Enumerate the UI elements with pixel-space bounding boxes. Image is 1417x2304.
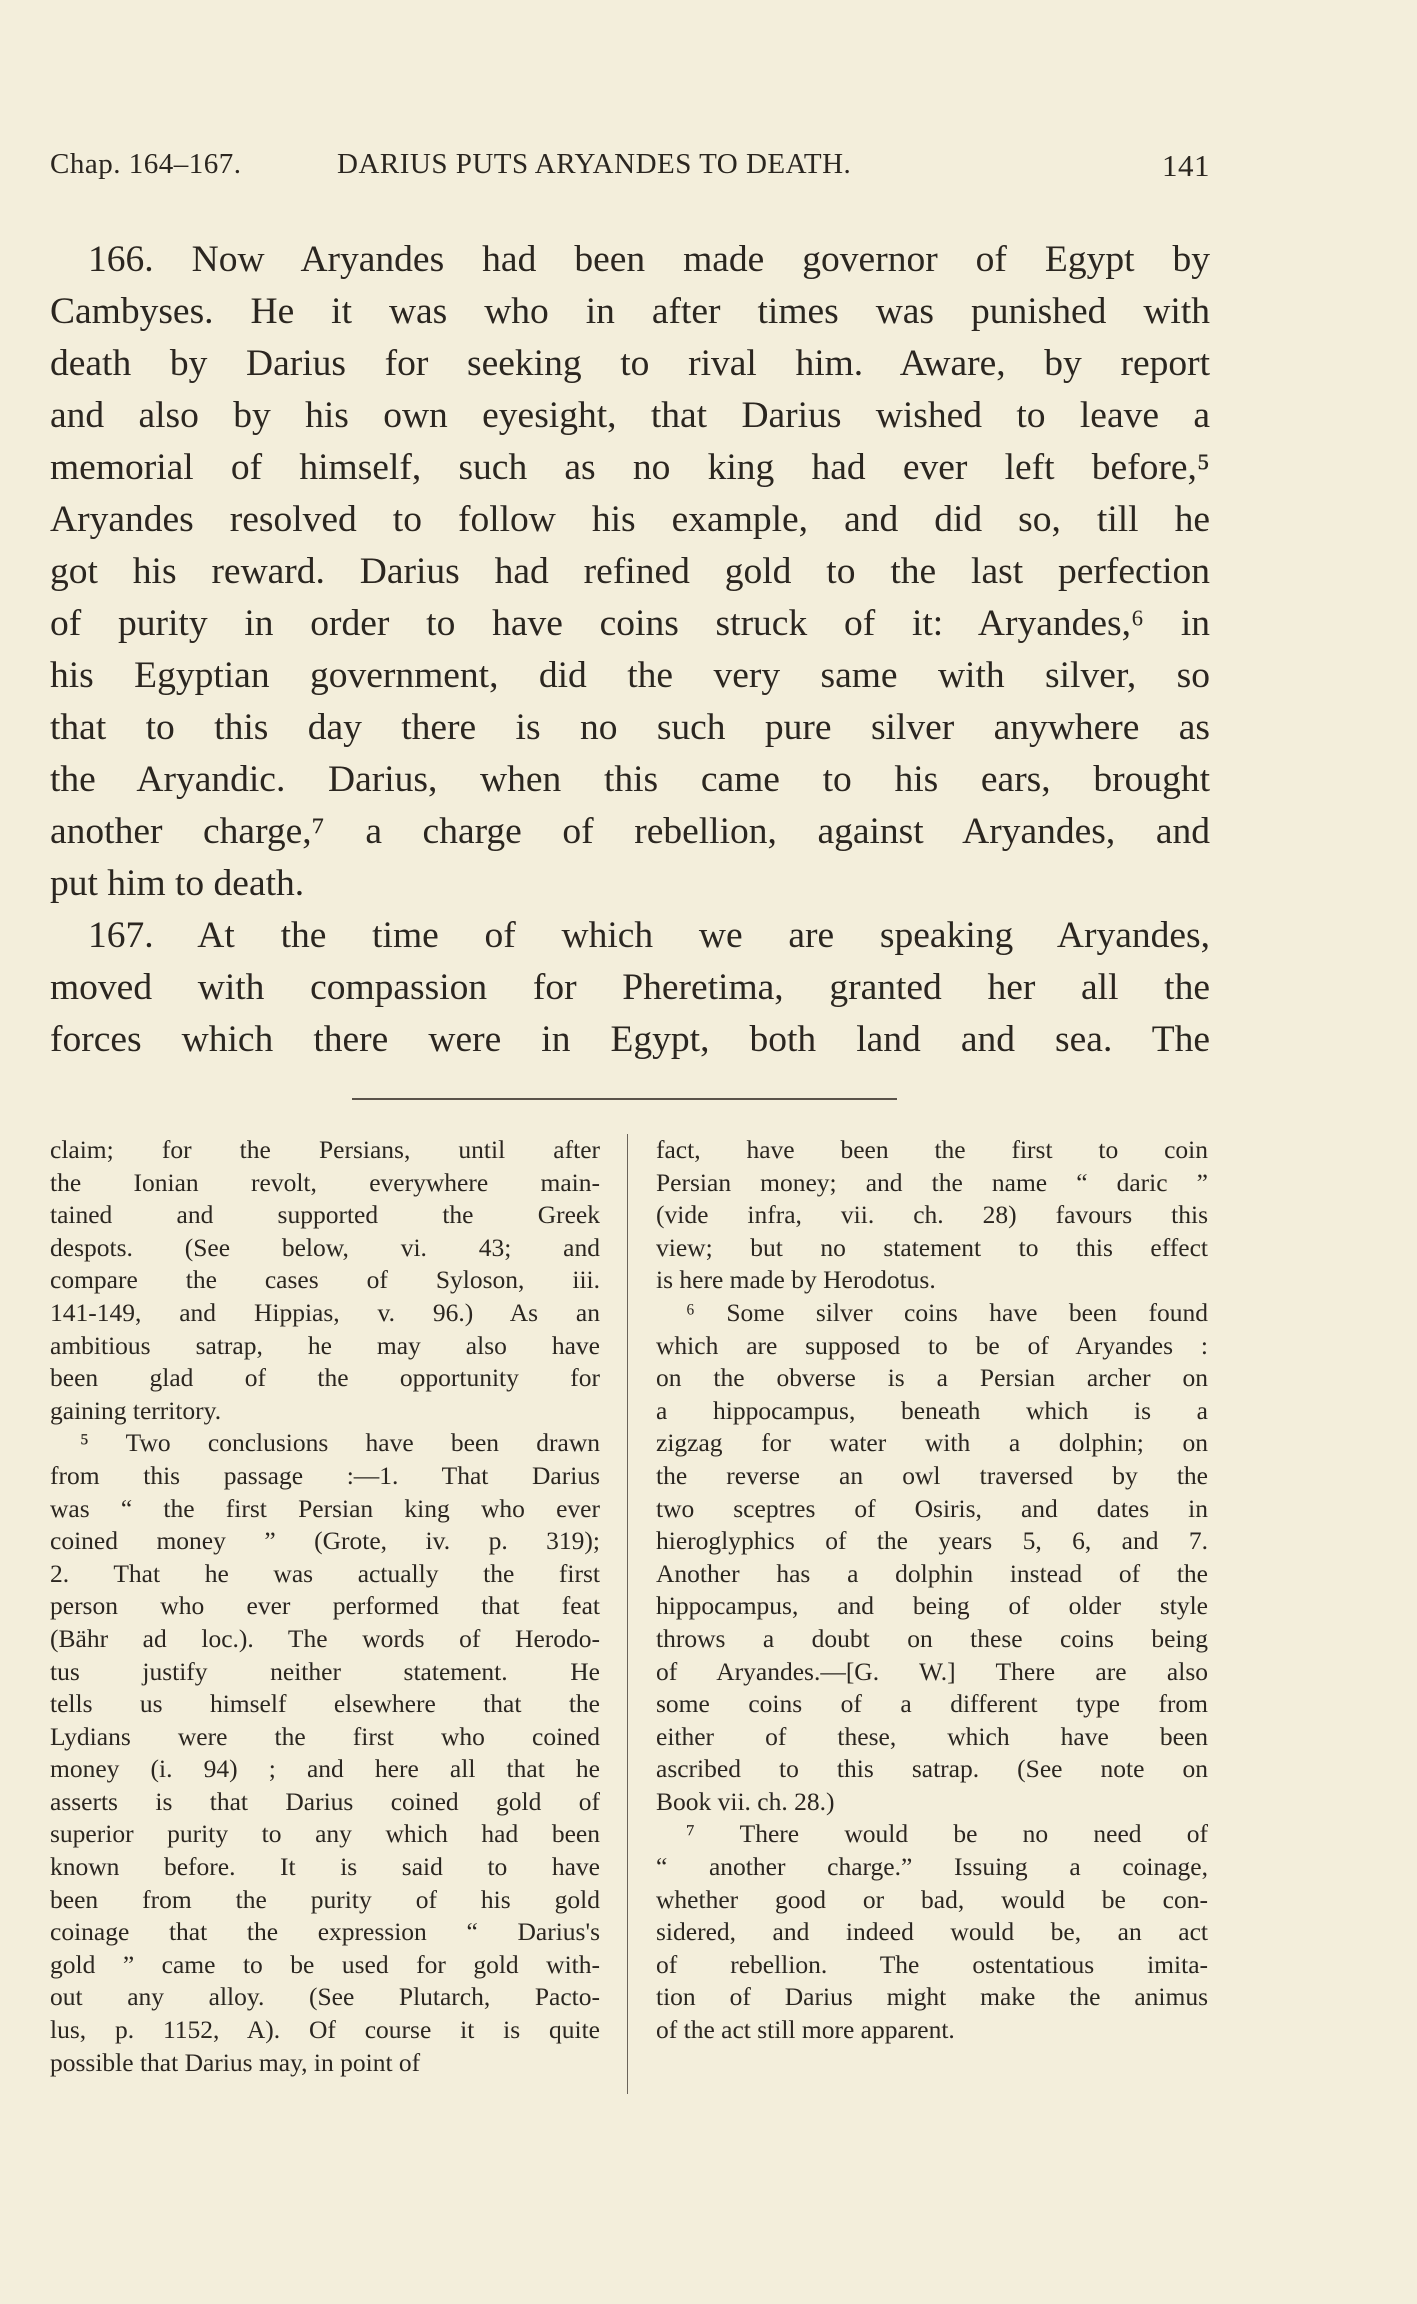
- footnote-line: gold ” came to be used for gold with-: [50, 1949, 600, 1979]
- footnote-line: (vide infra, vii. ch. 28) favours this: [656, 1200, 1208, 1230]
- body-text-line: that to this day there is no such pure silver anywhere as: [50, 707, 1210, 748]
- body-text-line: got his reward. Darius had refined gold to the last perfection: [50, 551, 1210, 592]
- footnote-line: claim; for the Persians, until after: [50, 1135, 600, 1164]
- page-heading: DARIUS PUTS ARYANDES TO DEATH.: [337, 148, 852, 180]
- body-text-line: forces which there were in Egypt, both land and sea. The: [50, 1019, 1210, 1060]
- footnote-line: asserts is that Darius coined gold of: [50, 1786, 600, 1816]
- footnote-line: ⁵ Two conclusions have been drawn: [80, 1428, 600, 1458]
- body-text-line: moved with compassion for Pheretima, granted her all the: [50, 967, 1210, 1008]
- footnote-line: is here made by Herodotus.: [656, 1265, 936, 1295]
- footnote-line: “ another charge.” Issuing a coinage,: [656, 1852, 1208, 1882]
- footnote-line: 2. That he was actually the first: [50, 1558, 600, 1588]
- footnote-line: whether good or bad, would be con-: [656, 1884, 1208, 1914]
- footnote-line: some coins of a different type from: [656, 1689, 1208, 1719]
- footnote-line: Book vii. ch. 28.): [656, 1786, 835, 1816]
- footnote-line: person who ever performed that feat: [50, 1591, 600, 1621]
- main-body-text: [50, 234, 1210, 1066]
- body-text-line: Aryandes resolved to follow his example, and did so, till he: [50, 499, 1210, 540]
- footnote-line: zigzag for water with a dolphin; on: [656, 1428, 1208, 1458]
- footnote-line: throws a doubt on these coins being: [656, 1623, 1208, 1653]
- footnote-line: of rebellion. The ostentatious imita-: [656, 1949, 1208, 1979]
- footnote-line: two sceptres of Osiris, and dates in: [656, 1493, 1208, 1523]
- footnote-line: hippocampus, and being of older style: [656, 1591, 1208, 1621]
- footnote-line: either of these, which have been: [656, 1721, 1208, 1751]
- footnotes-right-column: [656, 1134, 1208, 2047]
- footnote-line: a hippocampus, beneath which is a: [656, 1395, 1208, 1425]
- footnote-line: ⁷ There would be no need of: [686, 1819, 1208, 1849]
- body-text-line: of purity in order to have coins struck of it: Aryandes,⁶ in: [50, 603, 1210, 644]
- footnote-line: tion of Darius might make the animus: [656, 1982, 1208, 2012]
- footnote-line: was “ the first Persian king who ever: [50, 1493, 600, 1523]
- footnote-line: from this passage :—1. That Darius: [50, 1460, 600, 1490]
- footnote-line: lus, p. 1152, A). Of course it is quite: [50, 2015, 600, 2045]
- footnote-line: the reverse an owl traversed by the: [656, 1460, 1208, 1490]
- footnote-line: been from the purity of his gold: [50, 1884, 600, 1914]
- footnote-line: coinage that the expression “ Darius's: [50, 1917, 600, 1947]
- running-head: [50, 148, 1210, 188]
- body-text-line: death by Darius for seeking to rival him. Aware, by report: [50, 343, 1210, 384]
- footnote-separator-rule: [352, 1098, 897, 1100]
- footnote-line: tells us himself elsewhere that the: [50, 1689, 600, 1719]
- footnote-line: known before. It is said to have: [50, 1852, 600, 1882]
- footnote-line: (Bähr ad loc.). The words of Herodo-: [50, 1623, 600, 1653]
- footnote-line: which are supposed to be of Aryandes :: [656, 1330, 1208, 1360]
- body-text-line: the Aryandic. Darius, when this came to his ears, brought: [50, 759, 1210, 800]
- footnote-line: 141-149, and Hippias, v. 96.) As an: [50, 1297, 600, 1327]
- footnote-line: Lydians were the first who coined: [50, 1721, 600, 1751]
- footnote-line: of the act still more apparent.: [656, 2015, 955, 2045]
- page-number: 141: [1162, 148, 1210, 183]
- footnote-line: compare the cases of Syloson, iii.: [50, 1265, 600, 1295]
- footnote-line: ⁶ Some silver coins have been found: [686, 1297, 1208, 1327]
- body-text-line: memorial of himself, such as no king had ever left before,⁵: [50, 447, 1210, 488]
- body-text-line: and also by his own eyesight, that Darius wished to leave a: [50, 395, 1210, 436]
- footnote-line: on the obverse is a Persian archer on: [656, 1363, 1208, 1393]
- footnote-line: tained and supported the Greek: [50, 1200, 600, 1230]
- footnote-line: gaining territory.: [50, 1395, 222, 1425]
- footnote-line: money (i. 94) ; and here all that he: [50, 1754, 600, 1784]
- footnote-line: been glad of the opportunity for: [50, 1363, 600, 1393]
- footnote-column-divider: [627, 1134, 628, 2094]
- body-text-line: 167. At the time of which we are speaking Aryandes,: [88, 915, 1210, 956]
- footnote-line: despots. (See below, vi. 43; and: [50, 1232, 600, 1262]
- footnote-line: possible that Darius may, in point of: [50, 2047, 421, 2077]
- footnote-line: of Aryandes.—[G. W.] There are also: [656, 1656, 1208, 1686]
- footnote-line: hieroglyphics of the years 5, 6, and 7.: [656, 1526, 1208, 1556]
- body-text-line: Cambyses. He it was who in after times was punished with: [50, 291, 1210, 332]
- footnote-line: ascribed to this satrap. (See note on: [656, 1754, 1208, 1784]
- footnote-line: Another has a dolphin instead of the: [656, 1558, 1208, 1588]
- footnote-line: fact, have been the first to coin: [656, 1135, 1208, 1164]
- footnote-line: view; but no statement to this effect: [656, 1232, 1208, 1262]
- chapter-reference: Chap. 164–167.: [50, 148, 242, 180]
- body-text-line: his Egyptian government, did the very same with silver, so: [50, 655, 1210, 696]
- footnote-line: ambitious satrap, he may also have: [50, 1330, 600, 1360]
- footnote-line: superior purity to any which had been: [50, 1819, 600, 1849]
- body-text-line: 166. Now Aryandes had been made governor of Egypt by: [88, 239, 1210, 280]
- footnote-line: Persian money; and the name “ daric ”: [656, 1167, 1208, 1197]
- body-text-line: put him to death.: [50, 863, 305, 904]
- footnote-line: coined money ” (Grote, iv. p. 319);: [50, 1526, 600, 1556]
- body-text-line: another charge,⁷ a charge of rebellion, against Aryandes, and: [50, 811, 1210, 852]
- footnote-line: tus justify neither statement. He: [50, 1656, 600, 1686]
- footnote-line: sidered, and indeed would be, an act: [656, 1917, 1208, 1947]
- footnote-line: the Ionian revolt, everywhere main-: [50, 1167, 600, 1197]
- footnote-line: out any alloy. (See Plutarch, Pacto-: [50, 1982, 600, 2012]
- footnotes-left-column: [50, 1134, 600, 2079]
